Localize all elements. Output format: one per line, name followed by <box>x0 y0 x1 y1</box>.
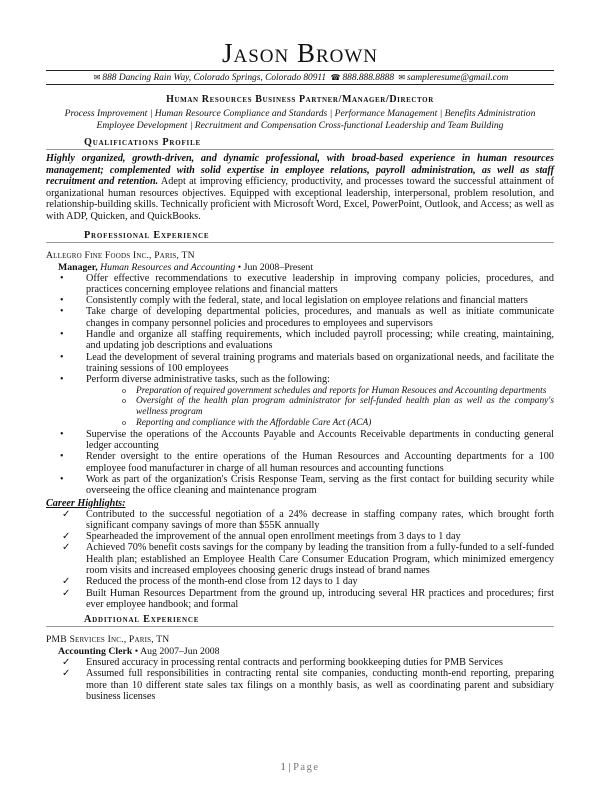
section-title-professional: Professional Experience <box>84 229 210 241</box>
highlights-list <box>46 509 554 611</box>
list-item: • Take charge of developing departmental policies, procedures, and manuals as well as initiate communicate changes in company personnel policies and procedures to employees and supervisors <box>60 306 554 329</box>
competencies-line: Employee Development | Recruitment and Compensation Cross-functional Leadership and Team Building <box>96 120 504 131</box>
list-item: • Offer effective recommendations to executive leadership in improving company policies, procedures, and practices concerning employee relations and financial matters <box>60 272 554 295</box>
checkmark-icon: ✓ <box>62 508 71 520</box>
email-icon: ✉ <box>398 73 406 82</box>
divider <box>46 242 554 243</box>
checkmark-icon: ✓ <box>62 542 71 554</box>
job-dept: Human Resources and Accounting <box>100 261 236 273</box>
section-title-additional: Additional Experience <box>84 614 200 626</box>
list-item: ✓ Reduced the process of the month-end close from 12 days to 1 day <box>62 576 358 588</box>
section-title-qualifications: Qualifications Profile <box>84 137 202 148</box>
target-role: Human Resources Business Partner/Manager/Director <box>166 94 434 105</box>
sub-list-item: o Oversight of the health plan program administrator for self-funded health plan as well as the company's wellness program <box>122 396 554 418</box>
phone: 888.888.8888 <box>342 73 394 83</box>
sub-list-item: o Reporting and compliance with the Affordable Care Act (ACA) <box>122 417 372 428</box>
divider <box>46 149 554 150</box>
competencies-line: Process Improvement | Human Resource Compliance and Standards | Performance Management | Benefits Administration <box>64 108 536 119</box>
contact-line <box>46 70 554 85</box>
job-title: Manager, <box>58 261 98 273</box>
employer: PMB Services Inc., Paris, TN <box>46 634 170 646</box>
summary-paragraph <box>46 153 554 223</box>
checkmark-icon: ✓ <box>62 657 71 669</box>
employer: Allegro Fine Foods Inc., Paris, TN <box>46 249 195 261</box>
page-footer <box>0 762 600 773</box>
page-number: 1 <box>280 762 286 773</box>
list-item: • Consistently comply with the federal, state, and local legislation on employee relations and financial matters <box>60 295 528 307</box>
list-item: • Handle and organize all staffing requirements, which included payroll processing; while creating, maintaining, and updating job descriptions and evaluations <box>60 329 554 352</box>
job-line <box>58 646 554 657</box>
list-item: • Lead the development of several training programs and materials based on organizational needs, and facilitate the training sessions of 100 employees <box>60 351 554 374</box>
list-item: ✓ Contributed to the successful negotiation of a 24% decrease in staffing company rates, which brought forth significant company savings of more than $55K annually <box>62 508 554 531</box>
address: 888 Dancing Rain Way, Colorado Springs, Colorado 80911 <box>102 73 327 83</box>
checkmark-icon: ✓ <box>62 668 71 680</box>
sub-list <box>86 386 554 429</box>
job-dates: • Aug 2007–Jun 2008 <box>132 646 220 658</box>
checkmark-icon: ✓ <box>62 531 71 543</box>
list-item: ✓ Assumed full responsibilities in contracting rental site companies, conducting month-end reporting, preparing more than 10 different state sales tax filings on a monthly basis, as well as coordinating parent and subsidiary business licenses <box>62 668 554 703</box>
home-icon: ✉ <box>93 73 101 82</box>
footer-separator: | <box>288 762 291 773</box>
checkmark-icon: ✓ <box>62 576 71 588</box>
list-item: ✓ Achieved 70% benefit costs savings for the company by leading the transition from a fully-funded to a self-funded Health plan; established an Employee Health Care Consumer Education Program, which minimized emergency room visits and increased employees choosing generic drugs instead of brand names <box>62 542 554 576</box>
candidate-name: Jason Brown <box>221 38 379 68</box>
email[interactable]: sampleresume@gmail.com <box>407 73 509 83</box>
list-item: • Perform diverse administrative tasks, such as the following: o Preparation of required government schedules and reports for Human Resouces and Accounting departments o Oversight of the health plan program administrator for self-funded health plan as well as the company's wellness program o Reporting and compliance with the Affordable Care Act (ACA) <box>60 374 554 428</box>
list-item: ✓ Spearheaded the improvement of the annual open enrollment meetings from 3 days to 1 day <box>62 531 461 543</box>
additional-list <box>46 657 554 702</box>
sub-list-item: o Preparation of required government schedules and reports for Human Resouces and Accounting departments <box>122 385 547 396</box>
checkmark-icon: ✓ <box>62 587 71 599</box>
list-item: • Render oversight to the entire operations of the Human Resources and Accounting departments for a 100 employee food manufacturer in charge of all human resources and accounting functions <box>60 451 554 474</box>
job-line <box>58 262 554 273</box>
job-dates: • Jun 2008–Present <box>235 261 314 273</box>
divider <box>46 626 554 627</box>
responsibility-list <box>46 273 554 497</box>
summary-text: Adept at improving efficiency, productivity, and processes toward the successful attainment of organizational human resources objectives. Equipped with exceptional leadership, interpersonal, problem resolution, and relationship-building skills. Technically proficient with Microsoft Word, Excel, PowerPoint, Outlook, and Access; as well as with ADP, Quicken, and QuickBooks. <box>46 176 554 222</box>
phone-icon: ☎ <box>330 73 341 82</box>
list-item: ✓ Built Human Resources Department from the ground up, introducing several HR practices and procedures; first ever employee handbook; and formal <box>62 587 554 610</box>
list-item: • Work as part of the organization's Crisis Response Team, serving as the first contact for building security while overseeing the office cleaning and maintenance program <box>60 473 554 497</box>
competencies <box>46 108 554 132</box>
career-highlights-title: Career Highlights: <box>46 497 126 509</box>
job-title: Accounting Clerk <box>58 646 133 658</box>
page-label: Page <box>293 762 320 773</box>
summary-bold: Highly organized, growth-driven, and dynamic professional, with broad-based experience in human resources management; complemented with solid expertise in employee relations, payroll administration, as well as staff recruitment and retention. <box>46 153 554 188</box>
list-item: • Supervise the operations of the Accounts Payable and Accounts Receivable departments in conducting general ledger accounting <box>60 428 554 452</box>
list-item: ✓ Ensured accuracy in processing rental contracts and performing bookkeeping duties for PMB Services <box>62 657 503 669</box>
resume-page <box>46 0 554 702</box>
